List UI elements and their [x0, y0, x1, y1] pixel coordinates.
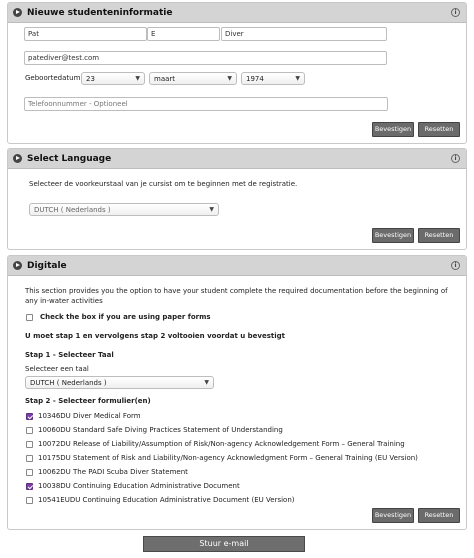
send-email-button[interactable]: Stuur e-mail — [143, 536, 305, 552]
select-language-header[interactable] — [8, 149, 466, 169]
form-label: 10175DU Statement of Risk and Liability/Non-agency Acknowledgment Form – General Training (EU Version) — [38, 454, 418, 462]
step2-title: Stap 2 - Selecteer formulier(en) — [25, 397, 151, 405]
student-info-panel — [7, 2, 467, 144]
dob-day-value: 23 — [86, 75, 95, 83]
form-checkbox[interactable] — [26, 441, 33, 448]
instruction-text: U moet stap 1 en vervolgens stap 2 voltooien voordat u bevestigt — [25, 332, 285, 340]
reset-button[interactable]: Resetten — [418, 508, 460, 523]
collapse-arrow-icon[interactable] — [13, 154, 22, 163]
dob-year-value: 1974 — [246, 75, 264, 83]
form-option[interactable] — [26, 425, 283, 435]
dob-day-select[interactable] — [81, 72, 145, 85]
email-input[interactable]: patediver@test.com — [24, 51, 387, 65]
confirm-button[interactable]: Bevestigen — [372, 508, 414, 523]
form-checkbox[interactable] — [26, 455, 33, 462]
middle-initial-input[interactable]: E — [147, 27, 220, 41]
dob-month-value: maart — [154, 75, 176, 83]
chevron-down-icon: ▼ — [227, 75, 232, 82]
info-icon[interactable]: i — [451, 154, 460, 163]
form-label: 10072DU Release of Liability/Assumption of Risk/Non-agency Acknowledgement Form – General Training — [38, 440, 405, 448]
form-option[interactable] — [26, 411, 141, 421]
first-name-input[interactable]: Pat — [24, 27, 147, 41]
dob-label: Geboortedatum — [25, 74, 81, 82]
step1-language-select[interactable] — [25, 376, 214, 389]
step1-language-value: DUTCH ( Nederlands ) — [30, 379, 107, 387]
select-language-label: Selecteer een taal — [25, 365, 89, 373]
panel-title: Nieuwe studenteninformatie — [27, 7, 173, 18]
digital-description: This section provides you the option to have your student complete the required documentation before the beginning of any in-water activities — [25, 287, 448, 305]
last-name-input[interactable]: Diver — [221, 27, 387, 41]
form-label: 10062DU The PADI Scuba Diver Statement — [38, 468, 188, 476]
form-checkbox[interactable] — [26, 413, 33, 420]
form-option[interactable] — [26, 481, 240, 491]
chevron-down-icon: ▼ — [209, 206, 214, 213]
form-option[interactable] — [26, 453, 418, 463]
reset-button[interactable]: Resetten — [418, 122, 460, 137]
form-label: 10541EUDU Continuing Education Administrative Document (EU Version) — [38, 496, 295, 504]
form-label: 10038DU Continuing Education Administrative Document — [38, 482, 240, 490]
paper-forms-checkbox[interactable] — [26, 314, 33, 321]
dob-year-select[interactable] — [241, 72, 305, 85]
language-select[interactable] — [29, 203, 219, 216]
form-option[interactable] — [26, 467, 188, 477]
collapse-arrow-icon[interactable] — [13, 8, 22, 17]
panel-title: Select Language — [27, 153, 112, 164]
confirm-button[interactable]: Bevestigen — [372, 122, 414, 137]
info-icon[interactable]: i — [451, 261, 460, 270]
form-checkbox[interactable] — [26, 483, 33, 490]
student-info-header[interactable] — [8, 3, 466, 23]
digital-header[interactable] — [8, 256, 466, 276]
phone-input[interactable]: Telefoonnummer - Optioneel — [24, 97, 388, 111]
panel-title: Digitale — [27, 260, 67, 271]
collapse-arrow-icon[interactable] — [13, 261, 22, 270]
language-description: Selecteer de voorkeurstaal van je cursist om te beginnen met de registratie. — [29, 180, 298, 188]
form-label: 10060DU Standard Safe Diving Practices Statement of Understanding — [38, 426, 283, 434]
form-label: 10346DU Diver Medical Form — [38, 412, 141, 420]
chevron-down-icon: ▼ — [204, 379, 209, 386]
reset-button[interactable]: Resetten — [418, 228, 460, 243]
select-language-panel — [7, 148, 467, 250]
dob-month-select[interactable] — [149, 72, 237, 85]
paper-forms-row[interactable] — [26, 312, 211, 322]
chevron-down-icon: ▼ — [135, 75, 140, 82]
digital-panel — [7, 255, 467, 530]
confirm-button[interactable]: Bevestigen — [372, 228, 414, 243]
form-checkbox[interactable] — [26, 497, 33, 504]
chevron-down-icon: ▼ — [295, 75, 300, 82]
step1-title: Stap 1 - Selecteer Taal — [25, 351, 114, 359]
info-icon[interactable]: i — [451, 8, 460, 17]
paper-forms-label: Check the box if you are using paper forms — [40, 313, 211, 321]
form-option[interactable] — [26, 495, 295, 505]
form-checkbox[interactable] — [26, 427, 33, 434]
form-checkbox[interactable] — [26, 469, 33, 476]
language-select-value: DUTCH ( Nederlands ) — [34, 206, 111, 214]
form-option[interactable] — [26, 439, 405, 449]
